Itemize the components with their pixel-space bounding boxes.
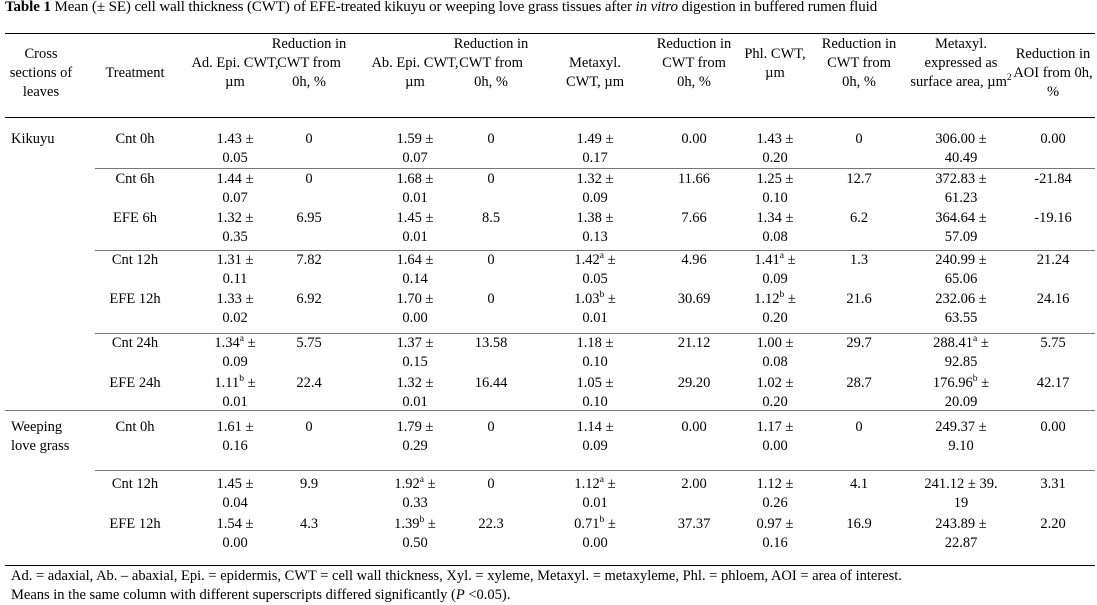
table-cell: 6.95 bbox=[296, 210, 322, 226]
table-cell: -19.16 bbox=[1034, 210, 1072, 226]
table-cell: 0.00 bbox=[1040, 131, 1066, 147]
column-header: Phl. CWT, µm bbox=[744, 45, 806, 81]
column-header: Ad. Epi. CWT, µm bbox=[191, 55, 279, 90]
table-cell: 6.2 bbox=[849, 210, 869, 226]
caption-label: Table 1 bbox=[5, 0, 51, 15]
table-cell: 28.7 bbox=[846, 375, 872, 391]
column-header: Reduction in CWT from 0h, % bbox=[656, 36, 732, 90]
table-cell: 1.17 ± 0.00 bbox=[756, 419, 794, 454]
table-cell: 2.20 bbox=[1040, 516, 1066, 532]
table-cell: 1.49 ± 0.17 bbox=[576, 131, 614, 166]
table-cell: 288.41$^a$ ± 92.85 bbox=[933, 334, 989, 370]
table-cell: 30.69 bbox=[677, 291, 711, 307]
table-cell: 0 bbox=[855, 419, 863, 435]
table-cell: 1.41$^a$ ± 0.09 bbox=[754, 251, 796, 287]
caption-italic: in vitro bbox=[635, 0, 678, 15]
table-cell: 1.68 ± 0.01 bbox=[396, 171, 434, 206]
table-cell: 176.96$^b$ ± 20.09 bbox=[932, 374, 990, 410]
table-cell: 1.03$^b$ ± 0.01 bbox=[574, 290, 616, 326]
column-header: Metaxyl. expressed as surface area, µm$^2$ bbox=[910, 36, 1012, 90]
table-cell: 1.32 ± 0.09 bbox=[576, 171, 614, 206]
table-cell: 1.39$^b$ ± 0.50 bbox=[394, 515, 436, 551]
group-name: Kikuyu bbox=[11, 131, 55, 147]
table-cell: 16.9 bbox=[846, 516, 872, 532]
table-cell: 1.12 ± 0.26 bbox=[756, 476, 794, 511]
table-cell: 0 bbox=[855, 131, 863, 147]
table-cell: 21.12 bbox=[677, 335, 711, 351]
table-cell: 1.54 ± 0.00 bbox=[216, 516, 254, 551]
table-cell: 42.17 bbox=[1036, 375, 1070, 391]
table-cell: 1.37 ± 0.15 bbox=[396, 335, 434, 370]
table-cell: 1.25 ± 0.10 bbox=[756, 171, 794, 206]
table-cell: 4.96 bbox=[681, 252, 707, 268]
table-cell: 3.31 bbox=[1040, 476, 1066, 492]
table-cell: 1.31 ± 0.11 bbox=[216, 252, 254, 287]
table-cell: 7.66 bbox=[681, 210, 707, 226]
column-header: Reduction in CWT from 0h, % bbox=[271, 36, 347, 90]
table-cell: 0 bbox=[487, 171, 495, 187]
table-cell: 1.11$^b$ ± 0.01 bbox=[214, 374, 256, 410]
row-rule bbox=[95, 168, 1095, 169]
table-cell: 240.99 ± 65.06 bbox=[935, 252, 987, 287]
table-cell: 1.38 ± 0.13 bbox=[576, 210, 614, 245]
table-cell: 13.58 bbox=[474, 335, 508, 351]
table-cell: 8.5 bbox=[481, 210, 501, 226]
row-rule bbox=[95, 470, 1095, 471]
table-cell: 1.43 ± 0.05 bbox=[216, 131, 254, 166]
table-cell: 0 bbox=[487, 252, 495, 268]
table-cell: 11.66 bbox=[677, 171, 711, 187]
group-name: Weeping love grass bbox=[11, 419, 70, 454]
table-cell: 5.75 bbox=[296, 335, 322, 351]
table-cell: Cnt 6h bbox=[115, 171, 155, 187]
column-header: Cross sections of leaves bbox=[9, 45, 73, 100]
table-cell: EFE 12h bbox=[109, 516, 161, 532]
table-cell: 1.32 ± 0.01 bbox=[396, 375, 434, 410]
column-header: Metaxyl. CWT, µm bbox=[565, 55, 625, 90]
table-cell: -21.84 bbox=[1034, 171, 1072, 187]
table-cell: 1.34$^a$ ± 0.09 bbox=[214, 334, 256, 370]
table-cell: EFE 6h bbox=[113, 210, 157, 226]
table-cell: 1.18 ± 0.10 bbox=[576, 335, 614, 370]
table-cell: 0 bbox=[305, 131, 313, 147]
table-cell: 0 bbox=[305, 171, 313, 187]
table-cell: 16.44 bbox=[474, 375, 508, 391]
table-cell: 249.37 ± 9.10 bbox=[935, 419, 987, 454]
table-cell: 1.43 ± 0.20 bbox=[756, 131, 794, 166]
table-cell: 1.45 ± 0.01 bbox=[396, 210, 434, 245]
table-cell: 1.12$^b$ ± 0.20 bbox=[754, 290, 796, 326]
table-cell: 0 bbox=[487, 419, 495, 435]
table-cell: Cnt 0h bbox=[115, 419, 155, 435]
table-cell: Cnt 0h bbox=[115, 131, 155, 147]
caption-text: Mean (± SE) cell wall thickness (CWT) of EFE-treated kikuyu or weeping love grass tissues after bbox=[54, 0, 632, 15]
table-cell: 1.12$^a$ ± 0.01 bbox=[574, 475, 616, 511]
table-cell: 6.92 bbox=[296, 291, 322, 307]
table-cell: 0.71$^b$ ± 0.00 bbox=[574, 515, 616, 551]
table-cell: 232.06 ± 63.55 bbox=[935, 291, 987, 326]
table-cell: 1.33 ± 0.02 bbox=[216, 291, 254, 326]
table-cell: 1.59 ± 0.07 bbox=[396, 131, 434, 166]
footnote-significance: Means in the same column with different superscripts differed significantly (P <0.05). bbox=[11, 587, 511, 603]
table-cell: 22.3 bbox=[478, 516, 504, 532]
table-cell: 29.7 bbox=[846, 335, 872, 351]
caption-text-end: digestion in buffered rumen fluid bbox=[681, 0, 878, 15]
table-cell: 1.92$^a$ ± 0.33 bbox=[394, 475, 436, 511]
table-cell: 1.42$^a$ ± 0.05 bbox=[574, 251, 616, 287]
table-cell: 243.89 ± 22.87 bbox=[935, 516, 987, 551]
table-cell: 12.7 bbox=[846, 171, 872, 187]
table-bottom-rule bbox=[5, 565, 1095, 566]
table-cell: Cnt 24h bbox=[111, 335, 159, 351]
table-cell: 241.12 ± 39. 19 bbox=[924, 476, 998, 511]
table-cell: 21.24 bbox=[1036, 252, 1070, 268]
table-cell: 1.44 ± 0.07 bbox=[216, 171, 254, 206]
footnote-abbreviations: Ad. = adaxial, Ab. – abaxial, Epi. = epidermis, CWT = cell wall thickness, Xyl. = xyleme, Metaxyl. = metaxyleme, Phl. = phloem, AOI = area of interest. bbox=[11, 568, 902, 584]
table-cell: 0.00 bbox=[1040, 419, 1066, 435]
table-cell: EFE 12h bbox=[109, 291, 161, 307]
table-cell: 37.37 bbox=[677, 516, 711, 532]
table-cell: 0 bbox=[305, 419, 313, 435]
table-cell: 1.61 ± 0.16 bbox=[216, 419, 254, 454]
table-cell: 5.75 bbox=[1040, 335, 1066, 351]
table-cell: 9.9 bbox=[299, 476, 319, 492]
table-cell: 1.00 ± 0.08 bbox=[756, 335, 794, 370]
table-caption bbox=[5, 0, 877, 16]
column-header: Reduction in CWT from 0h, % bbox=[453, 36, 529, 90]
table-cell: 1.32 ± 0.35 bbox=[216, 210, 254, 245]
table-cell: 7.82 bbox=[296, 252, 322, 268]
table-cell: 1.34 ± 0.08 bbox=[756, 210, 794, 245]
table-cell: 364.64 ± 57.09 bbox=[935, 210, 987, 245]
table-cell: 306.00 ± 40.49 bbox=[935, 131, 987, 166]
table-cell: 1.02 ± 0.20 bbox=[756, 375, 794, 410]
table-top-rule bbox=[5, 33, 1095, 34]
table-cell: 0.00 bbox=[681, 131, 707, 147]
table-cell: 1.79 ± 0.29 bbox=[396, 419, 434, 454]
table-cell: 1.05 ± 0.10 bbox=[576, 375, 614, 410]
table-cell: 1.3 bbox=[849, 252, 869, 268]
table-cell: 1.64 ± 0.14 bbox=[396, 252, 434, 287]
table-cell: 0 bbox=[487, 291, 495, 307]
table-cell: 4.3 bbox=[299, 516, 319, 532]
table-cell: Cnt 12h bbox=[111, 252, 159, 268]
column-header: Treatment bbox=[105, 64, 165, 81]
table-cell: 0 bbox=[487, 131, 495, 147]
table-cell: 29.20 bbox=[677, 375, 711, 391]
table-cell: 22.4 bbox=[296, 375, 322, 391]
table-cell: 21.6 bbox=[846, 291, 872, 307]
column-header: Ab. Epi. CWT, µm bbox=[371, 55, 459, 90]
table-cell: 1.70 ± 0.00 bbox=[396, 291, 434, 326]
table-cell: 1.14 ± 0.09 bbox=[576, 419, 614, 454]
table-cell: 2.00 bbox=[681, 476, 707, 492]
table-cell: 1.45 ± 0.04 bbox=[216, 476, 254, 511]
table-cell: 0.97 ± 0.16 bbox=[756, 516, 794, 551]
column-header: Reduction in AOI from 0h, % bbox=[1013, 45, 1093, 100]
table-cell: Cnt 12h bbox=[111, 476, 159, 492]
table-cell: 372.83 ± 61.23 bbox=[935, 171, 987, 206]
table-cell: 24.16 bbox=[1036, 291, 1070, 307]
table-cell: 4.1 bbox=[849, 476, 869, 492]
table-cell: 0 bbox=[487, 476, 495, 492]
column-header: Reduction in CWT from 0h, % bbox=[821, 36, 897, 90]
table-cell: EFE 24h bbox=[109, 375, 161, 391]
header-rule bbox=[5, 117, 1095, 118]
table-cell: 0.00 bbox=[681, 419, 707, 435]
